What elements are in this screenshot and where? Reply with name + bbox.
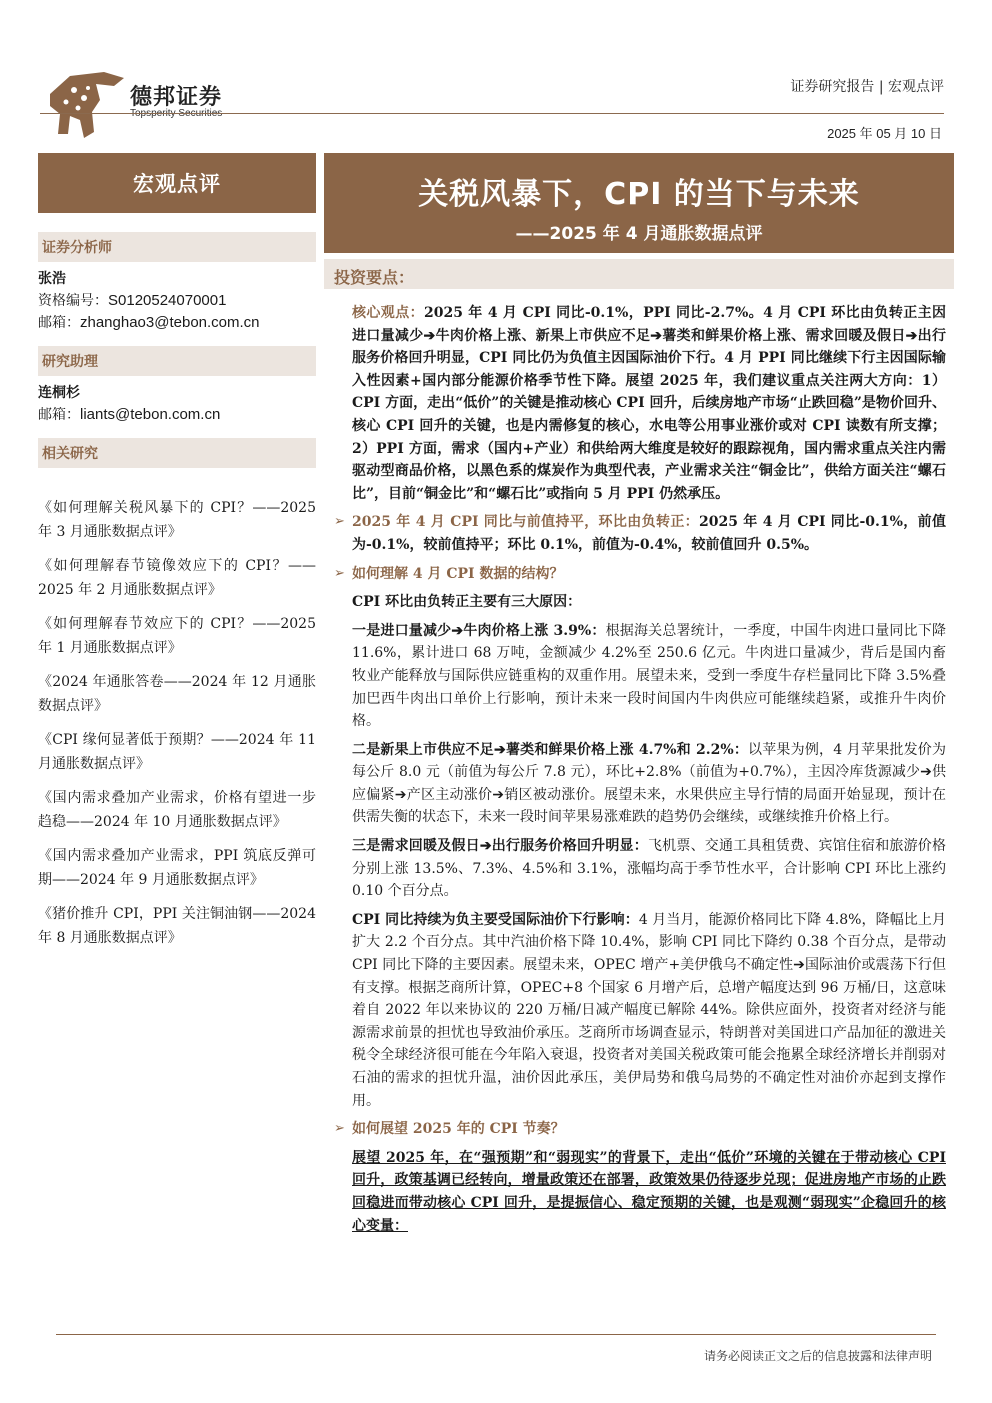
analyst-block bbox=[38, 232, 316, 334]
assistant-email: 邮箱：liants@tebon.com.cn bbox=[38, 406, 221, 423]
structure-intro: CPI 环比由负转正主要有三大原因： bbox=[352, 594, 582, 611]
bullet-label: 如何理解 4 月 CPI 数据的结构？ bbox=[352, 565, 564, 582]
related-item[interactable]: 《如何理解关税风暴下的 CPI？——2025 年 3 月通胀数据点评》 bbox=[38, 500, 316, 540]
core-label: 核心观点： bbox=[352, 305, 424, 321]
assistant-name: 连桐杉 bbox=[38, 385, 80, 401]
outlook-text: 展望 2025 年，在“强预期”和“弱现实”的背景下，走出“低价”环境的关键在于带动核心 CPI 回升，政策基调已经转向，增量政策还在部署，政策效果仍待逐步兑现；促进房地产市场的止跌回稳进而带动核心 CPI 回升，是提振信心、稳定预期的关键，也是观测“弱现实”企稳回升的核心变量： bbox=[352, 1149, 946, 1234]
related-item[interactable]: 《国内需求叠加产业需求，PPI 筑底反弹可期——2024 年 9 月通胀数据点评》 bbox=[38, 848, 316, 888]
related-list bbox=[38, 496, 316, 950]
reason-beef: 一是进口量减少➔牛肉价格上涨 3.9%：根据海关总署统计，一季度，中国牛肉进口量同比下降 11.6%，累计进口 68 万吨，金额减少 4.2%至 250.6 亿元。牛肉进口量减少，背后是国内畜牧业产能释放与国际供应链重构的双重作用。展望未来，受到一季度牛存栏量同比下降 3.5%叠加巴西牛肉出口单价上行影响，预计未来一段时间国内牛肉供应可能继续趋紧，或推升牛肉价格。 bbox=[352, 622, 947, 730]
related-block bbox=[38, 438, 316, 950]
related-item[interactable]: 《如何理解春节镜像效应下的 CPI？——2025 年 2 月通胀数据点评》 bbox=[38, 558, 316, 598]
reason-oil: CPI 同比持续为负主要受国际油价下行影响：4 月当月，能源价格同比下降 4.8%，降幅比上月扩大 2.2 个百分点。其中汽油价格下降 10.4%，影响 CPI 同比下降约 0.38 个百分点，是带动 CPI 同比下降的主要因素。展望未来，OPEC 增产+美伊俄乌不确定性➔国际油价或震荡下行但有支撑。根据芝商所计算，OPEC+8 个国家 6 月增产后，总增产幅度达到 96 万桶/日，这意味着自 2022 年以来协议的 220 万桶/日减产幅度已解除 44%。除供应面外，投资者对经济与能源需求前景的担忧也导致油价承压。芝商所市场调查显示，特朗普对美国进口产品加征的激进关税令全球经济很可能在今年陷入衰退，投资者对美国关税政策可能会拖累全球经济增长并削弱对石油的需求的担忧升温，油价因此承压，美伊局势和俄乌局势的不确定性对油价亦起到支撑作用。 bbox=[352, 911, 946, 1109]
bullet-cpi-summary bbox=[334, 511, 947, 556]
brand-name-en: Topsperity Securities bbox=[130, 108, 223, 119]
bullet-structure bbox=[334, 563, 946, 586]
assistant-block bbox=[38, 346, 316, 426]
bullet-outlook bbox=[334, 1118, 946, 1141]
report-type: 证券研究报告 | 宏观点评 bbox=[790, 79, 944, 95]
bullet-label: 2025 年 4 月 CPI 同比与前值持平，环比由负转正： bbox=[352, 514, 700, 531]
main-body bbox=[334, 302, 947, 1243]
footer-disclaimer: 请务必阅读正文之后的信息披露和法律声明 bbox=[703, 1349, 932, 1363]
reason-travel: 三是需求回暖及假日➔出行服务价格回升明显：飞机票、交通工具租赁费、宾馆住宿和旅游价格分别上涨 13.5%、7.3%、4.5%和 3.1%，涨幅均高于季节性水平，合计影响 CPI 环比上涨约 0.10 个百分点。 bbox=[352, 838, 946, 900]
related-item[interactable]: 《如何理解春节效应下的 CPI？——2025 年 1 月通胀数据点评》 bbox=[38, 616, 316, 656]
arrow-bullet-icon: ➢ bbox=[334, 565, 345, 581]
related-item[interactable]: 《猪价推升 CPI，PPI 关注铜油钢——2024 年 8 月通胀数据点评》 bbox=[38, 906, 316, 946]
assistant-heading: 研究助理 bbox=[38, 346, 316, 376]
arrow-bullet-icon: ➢ bbox=[334, 514, 345, 530]
company-logo bbox=[44, 72, 124, 138]
arrow-bullet-icon: ➢ bbox=[334, 1121, 345, 1137]
analyst-heading: 证券分析师 bbox=[38, 232, 316, 262]
page-title: 关税风暴下，CPI 的当下与未来 bbox=[418, 177, 860, 212]
analyst-name: 张浩 bbox=[38, 271, 66, 287]
reason-fruit: 二是新果上市供应不足➔薯类和鲜果价格上涨 4.7%和 2.2%：以苹果为例，4 月苹果批发价为每公斤 8.0 元（前值为每公斤 7.8 元），环比+2.8%（前值为+0.7%），主因冷库货源减少➔供应偏紧➔产区主动涨价➔销区被动涨价。展望未来，水果供应主导行情的局面开始显现，预计在供需失衡的状态下，未来一段时间苹果易涨难跌的趋势仍会继续，或继续推升价格上行。 bbox=[352, 741, 947, 826]
footer-divider bbox=[56, 1334, 936, 1335]
core-view bbox=[352, 302, 946, 505]
sidebar bbox=[38, 232, 316, 962]
category-label: 宏观点评 bbox=[133, 171, 221, 196]
category-banner bbox=[38, 153, 316, 213]
related-heading: 相关研究 bbox=[38, 438, 316, 468]
bullet-label: 如何展望 2025 年的 CPI 节奏？ bbox=[352, 1121, 565, 1138]
page-subtitle: ——2025 年 4 月通胀数据点评 bbox=[515, 224, 763, 244]
brand-name: 德邦证券 bbox=[130, 85, 223, 110]
title-banner bbox=[324, 153, 954, 253]
bullet-text: 2025 年 4 月 CPI 同比-0.1%，前值为-0.1%，较前值持平；环比 0.1%，前值为-0.4%，较前值回升 0.5%。 bbox=[352, 514, 947, 553]
points-heading: 投资要点： bbox=[324, 259, 954, 289]
core-text: 2025 年 4 月 CPI 同比-0.1%，PPI 同比-2.7%。4 月 CPI 环比由负转正主因进口量减少➔牛肉价格上涨、新果上市供应不足➔薯类和鲜果价格上涨、需求回暖及假日➔出行服务价格回升明显，CPI 同比仍为负值主因国际油价下行。4 月 PPI 同比继续下行主因国际输入性因素+国内部分能源价格季节性下降。展望 2025 年，我们建议重点关注两大方向：1）CPI 方面，走出“低价”的关键是推动核心 CPI 回升，后续房地产市场“止跌回稳”是物价回升、核心 CPI 回升的关键，也是内需修复的核心，水电等公用事业涨价或对 CPI 读数有所支撑；2）PPI 方面，需求（国内+产业）和供给两大维度是较好的跟踪视角，国内需求重点关注内需驱动型商品价格，以黑色系的煤炭作为典型代表，产业需求关注“铜金比”，供给方面关注“螺石比”，目前“铜金比”和“螺石比”或指向 5 月 PPI 仍然承压。 bbox=[352, 305, 947, 502]
related-item[interactable]: 《CPI 缘何显著低于预期？——2024 年 11 月通胀数据点评》 bbox=[38, 732, 316, 772]
related-item[interactable]: 《国内需求叠加产业需求，价格有望进一步趋稳——2024 年 10 月通胀数据点评》 bbox=[38, 790, 316, 830]
analyst-email: 邮箱：zhanghao3@tebon.com.cn bbox=[38, 314, 260, 331]
related-item[interactable]: 《2024 年通胀答卷——2024 年 12 月通胀数据点评》 bbox=[38, 674, 316, 714]
analyst-email-link[interactable]: zhanghao3@tebon.com.cn bbox=[80, 314, 260, 331]
header-divider bbox=[40, 113, 944, 114]
assistant-email-link[interactable]: liants@tebon.com.cn bbox=[80, 406, 221, 423]
analyst-cert: 资格编号：S0120524070001 bbox=[38, 292, 227, 309]
report-date: 2025 年 05 月 10 日 bbox=[827, 126, 942, 141]
